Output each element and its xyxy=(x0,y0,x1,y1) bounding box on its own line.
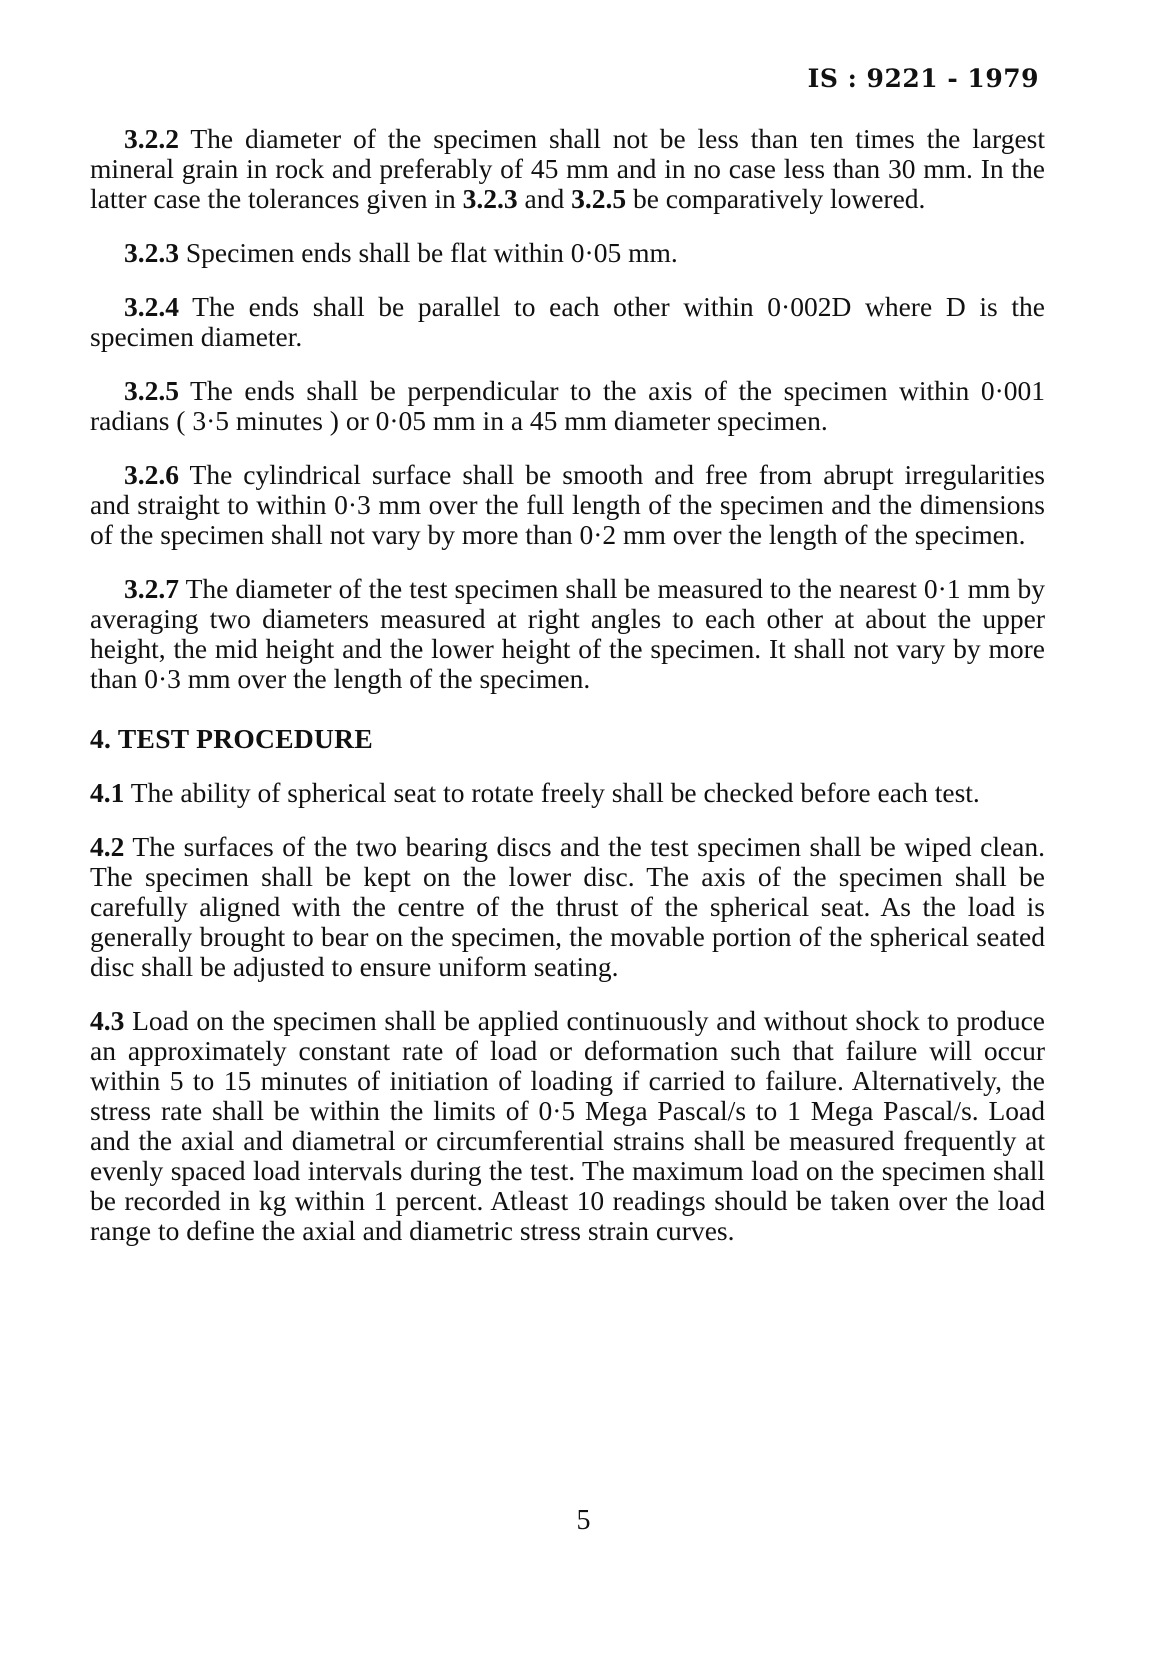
clause-text: The diameter of the specimen shall not be less than ten times the largest mineral grain in rock and preferably of 45 mm and in no case less than 30 mm. In the latter case the tolerances given in xyxy=(90,123,1045,214)
clause-reference: 3.2.3 xyxy=(462,183,518,214)
clause-4-3 xyxy=(90,1006,1045,1246)
clause-text: Load on the specimen shall be applied continuously and without shock to produce an approximately constant rate of load or deformation such that failure will occur within 5 to 15 minutes of initiation of loading if carried to failure. Alternatively, the stress rate shall be within the limits of 0·5 Mega Pascal/s to 1 Mega Pascal/s. Load and the axial and diametral or circumferential strains shall be measured frequently at evenly spaced load intervals during the test. The maximum load on the specimen shall be recorded in kg within 1 percent. Atleast 10 readings should be taken over the load range to define the axial and diametric stress strain curves. xyxy=(90,1005,1045,1246)
clause-number: 3.2.2 xyxy=(124,123,179,154)
clause-text: The surfaces of the two bearing discs and the test specimen shall be wiped clean. The specimen shall be kept on the lower disc. The axis of the specimen shall be carefully aligned with the centre of the thrust of the spherical seat. As the load is generally brought to bear on the specimen, the movable portion of the spherical seated disc shall be adjusted to ensure uniform seating. xyxy=(90,831,1045,982)
clause-text: The diameter of the test specimen shall be measured to the nearest 0·1 mm by averaging two diameters measured at right angles to each other at about the upper height, the mid height and the lower height of the specimen. It shall not vary by more than 0·3 mm over the length of the specimen. xyxy=(90,573,1045,694)
clause-number: 4.2 xyxy=(90,831,125,862)
clause-text: and xyxy=(517,183,572,214)
clause-text: The ability of spherical seat to rotate freely shall be checked before each test. xyxy=(124,777,980,808)
clause-number: 3.2.5 xyxy=(124,375,179,406)
clause-3-2-5 xyxy=(90,376,1045,436)
clause-text: The ends shall be perpendicular to the axis of the specimen within 0·001 radians ( 3·5 minutes ) or 0·05 mm in a 45 mm diameter specimen. xyxy=(90,375,1045,436)
clause-text: be comparatively lowered. xyxy=(626,183,926,214)
clause-text: The ends shall be parallel to each other within 0·002D where D is the specimen diameter. xyxy=(90,291,1045,352)
clause-number: 3.2.4 xyxy=(124,291,179,322)
clause-number: 4.3 xyxy=(90,1005,125,1036)
clause-3-2-3 xyxy=(90,238,1045,268)
clause-4-1 xyxy=(90,778,1045,808)
clause-reference: 3.2.5 xyxy=(571,183,627,214)
clause-4-2 xyxy=(90,832,1045,982)
clause-3-2-6 xyxy=(90,460,1045,550)
clause-number: 4.1 xyxy=(90,777,125,808)
clause-text: Specimen ends shall be flat within 0·05 mm. xyxy=(179,237,678,268)
clause-number: 3.2.6 xyxy=(124,459,179,490)
clause-number: 3.2.7 xyxy=(124,573,179,604)
section-heading: 4. TEST PROCEDURE xyxy=(90,723,373,754)
clause-3-2-4 xyxy=(90,292,1045,352)
clause-number: 3.2.3 xyxy=(124,237,179,268)
clause-3-2-2 xyxy=(90,124,1045,214)
clause-text: The cylindrical surface shall be smooth and free from abrupt irregularities and straight to within 0·3 mm over the full length of the specimen and the dimensions of the specimen shall not vary by more than 0·2 mm over the length of the specimen. xyxy=(90,459,1045,550)
clause-3-2-7 xyxy=(90,574,1045,694)
standard-number: IS : 9221 - 1979 xyxy=(807,64,1039,93)
body-text xyxy=(90,124,1045,1270)
page-number: 5 xyxy=(576,1505,591,1536)
